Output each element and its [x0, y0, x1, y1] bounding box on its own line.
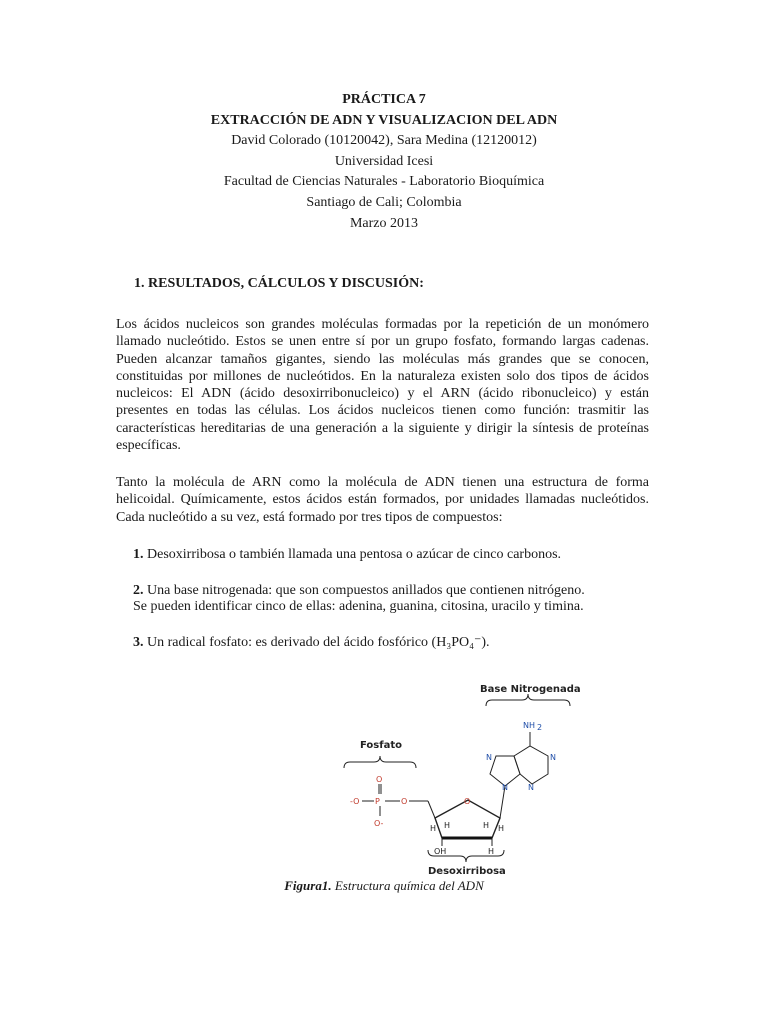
svg-text:O-: O-	[374, 819, 384, 828]
svg-text:-O: -O	[350, 797, 360, 806]
university: Universidad Icesi	[334, 153, 434, 169]
date: Marzo 2013	[349, 215, 419, 231]
document-header	[0, 90, 768, 234]
figure-caption	[0, 878, 768, 894]
svg-text:O: O	[464, 797, 471, 806]
list-number: 3.	[133, 635, 144, 650]
brace-base	[486, 694, 570, 706]
list-text: Un radical fosfato: es derivado del ácido fosfórico (H₃PO₄⁻).	[143, 635, 490, 650]
svg-text:P: P	[375, 797, 380, 806]
svg-text:H: H	[444, 821, 451, 830]
list-text: Desoxirribosa o también llamada una pentosa o azúcar de cinco carbonos.	[143, 547, 562, 562]
svg-text:OH: OH	[434, 847, 447, 856]
svg-text:N: N	[486, 753, 492, 762]
faculty: Facultad de Ciencias Naturales - Laboratorio Bioquímica	[223, 174, 545, 190]
svg-text:O: O	[376, 775, 383, 784]
svg-text:H: H	[430, 824, 437, 833]
list-number: 1.	[133, 547, 144, 562]
label-desoxirribosa: Desoxirribosa	[428, 866, 506, 877]
paragraph-2: Tanto la molécula de ARN como la molécula de ADN tienen una estructura de forma helicoidal. Químicamente, estos ácidos están formados, por unidades llamadas nucleótidos. Cada nucleótido a su vez, está formado por tres tipos de compuestos:	[116, 475, 649, 525]
nucleotide-structure-diagram	[330, 676, 590, 886]
caption-label: Figura1.	[284, 878, 332, 893]
document-subtitle: EXTRACCIÓN DE ADN Y VISUALIZACION DEL ADN	[210, 112, 558, 128]
label-base-nitrogenada: Base Nitrogenada	[480, 684, 581, 695]
svg-text:H: H	[483, 821, 490, 830]
list-number: 2.	[133, 583, 144, 598]
list-item-2-extra: Se pueden identificar cinco de ellas: adenina, guanina, citosina, uracilo y timina.	[133, 599, 584, 614]
authors: David Colorado (10120042), Sara Medina (12120012)	[231, 133, 537, 149]
svg-text:N: N	[502, 783, 508, 792]
svg-text:H: H	[488, 847, 495, 856]
adenine-base	[486, 721, 556, 792]
list-item-3	[133, 634, 653, 652]
list-text: Una base nitrogenada: que son compuestos anillados que contienen nitrógeno.	[143, 583, 585, 598]
svg-text:NH: NH	[523, 721, 535, 730]
svg-text:N: N	[550, 753, 556, 762]
phosphate-group	[350, 775, 435, 828]
list-item-2	[133, 582, 653, 600]
deoxyribose-ring	[430, 786, 505, 856]
paragraph-1: Los ácidos nucleicos son grandes moléculas formadas por la repetición de un monómero llamado nucleótido. Estos se unen entre sí por un grupo fosfato, formando largas cadenas. Pueden alcanzar tamaños gigantes, siendo las moléculas más grandes que se conocen, constituidas por millones de nucleótidos. En la naturaleza existen solo dos tipos de ácidos nucleicos: El ADN (ácido desoxirribonucleico) y el ARN (ácido ribonucleico) y están presentes en todas las células. Los ácidos nucleicos tienen como función: trasmitir las características hereditarias de una generación a la siguiente y dirigir la síntesis de proteínas específicas.	[116, 317, 649, 454]
caption-text: Estructura química del ADN	[331, 878, 484, 893]
svg-text:2: 2	[537, 723, 543, 732]
svg-text:H: H	[498, 824, 505, 833]
list-item-1	[133, 546, 653, 564]
svg-text:N: N	[528, 783, 534, 792]
label-fosfato: Fosfato	[360, 740, 402, 751]
nucleotide-figure	[330, 676, 590, 886]
svg-text:O: O	[401, 797, 408, 806]
city: Santiago de Cali; Colombia	[306, 194, 462, 210]
section-title: 1. RESULTADOS, CÁLCULOS Y DISCUSIÓN:	[134, 276, 424, 291]
practice-title: PRÁCTICA 7	[342, 92, 426, 107]
brace-fosfato	[344, 756, 416, 768]
